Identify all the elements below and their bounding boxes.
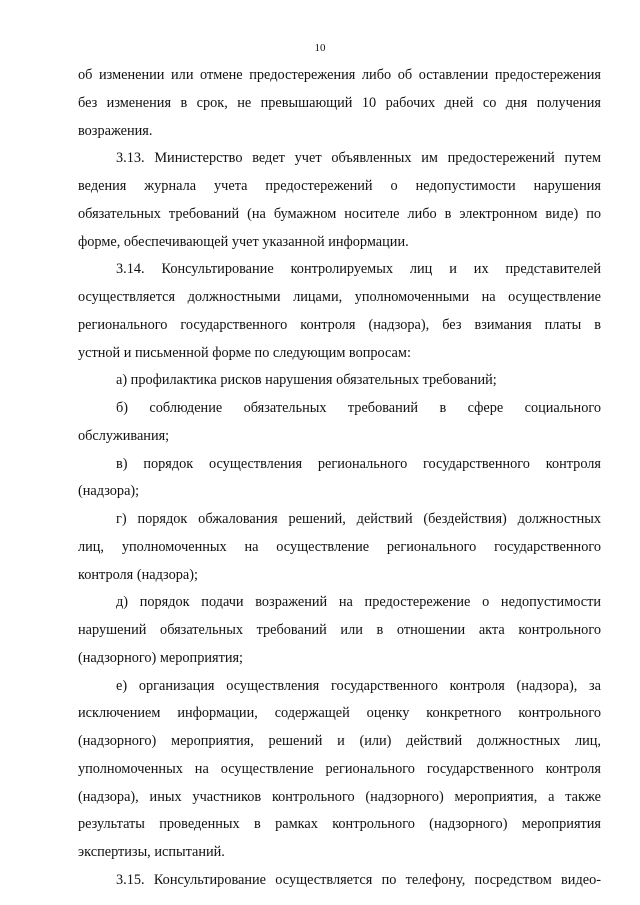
- page-number: 10: [314, 42, 326, 54]
- text-line: (надзорного) мероприятия, решений и (или) действий должностных лиц,: [78, 733, 601, 749]
- text-line: исключением информации, содержащей оценку конкретного контрольного: [78, 705, 601, 722]
- text-line: осуществляется должностными лицами, уполномоченными на осуществление: [78, 289, 601, 305]
- text-line: экспертизы, испытаний.: [78, 844, 225, 860]
- text-line: е) организация осуществления государственного контроля (надзора), за: [116, 677, 601, 694]
- text-line: результаты проведенных в рамках контрольного (надзорного) мероприятия: [78, 816, 601, 833]
- text-line: г) порядок обжалования решений, действий (бездействия) должностных: [116, 511, 601, 527]
- text-line: 3.15. Консультирование осуществляется по телефону, посредством видео-: [116, 871, 601, 888]
- text-line: 3.14. Консультирование контролируемых лиц и их представителей: [116, 261, 601, 278]
- text-line: обслуживания;: [78, 427, 170, 444]
- text-line: регионального государственного контроля (надзора), без взимания платы в: [78, 316, 601, 333]
- text-line: обязательных требований (на бумажном носителе либо в электронном виде) по: [78, 205, 601, 222]
- document-body: [78, 62, 601, 895]
- text-line: в) порядок осуществления регионального государственного контроля: [116, 455, 601, 472]
- text-line: без изменения в срок, не превышающий 10 рабочих дней со дня получения: [78, 94, 601, 111]
- text-line: форме, обеспечивающей учет указанной информации.: [78, 233, 409, 250]
- text-line: (надзора), иных участников контрольного (надзорного) мероприятия, а также: [78, 788, 601, 805]
- text-line: устной и письменной форме по следующим вопросам:: [78, 344, 411, 361]
- text-line: контроля (надзора);: [78, 566, 198, 583]
- text-line: (надзора);: [78, 483, 140, 500]
- text-line: возражения.: [78, 122, 153, 139]
- text-line: (надзорного) мероприятия;: [78, 649, 244, 666]
- text-line: д) порядок подачи возражений на предостережение о недопустимости: [116, 594, 601, 611]
- text-line: 3.13. Министерство ведет учет объявленных им предостережений путем: [116, 150, 601, 167]
- text-line: а) профилактика рисков нарушения обязательных требований;: [116, 372, 497, 389]
- text-line: уполномоченных на осуществление регионального государственного контроля: [78, 760, 601, 777]
- text-line: об изменении или отмене предостережения либо об оставлении предостережения: [78, 67, 601, 83]
- text-line: б) соблюдение обязательных требований в сфере социального: [116, 400, 601, 416]
- text-line: ведения журнала учета предостережений о недопустимости нарушения: [78, 178, 601, 194]
- text-line: нарушений обязательных требований или в отношении акта контрольного: [78, 622, 601, 638]
- text-line: лиц, уполномоченных на осуществление регионального государственного: [78, 538, 601, 555]
